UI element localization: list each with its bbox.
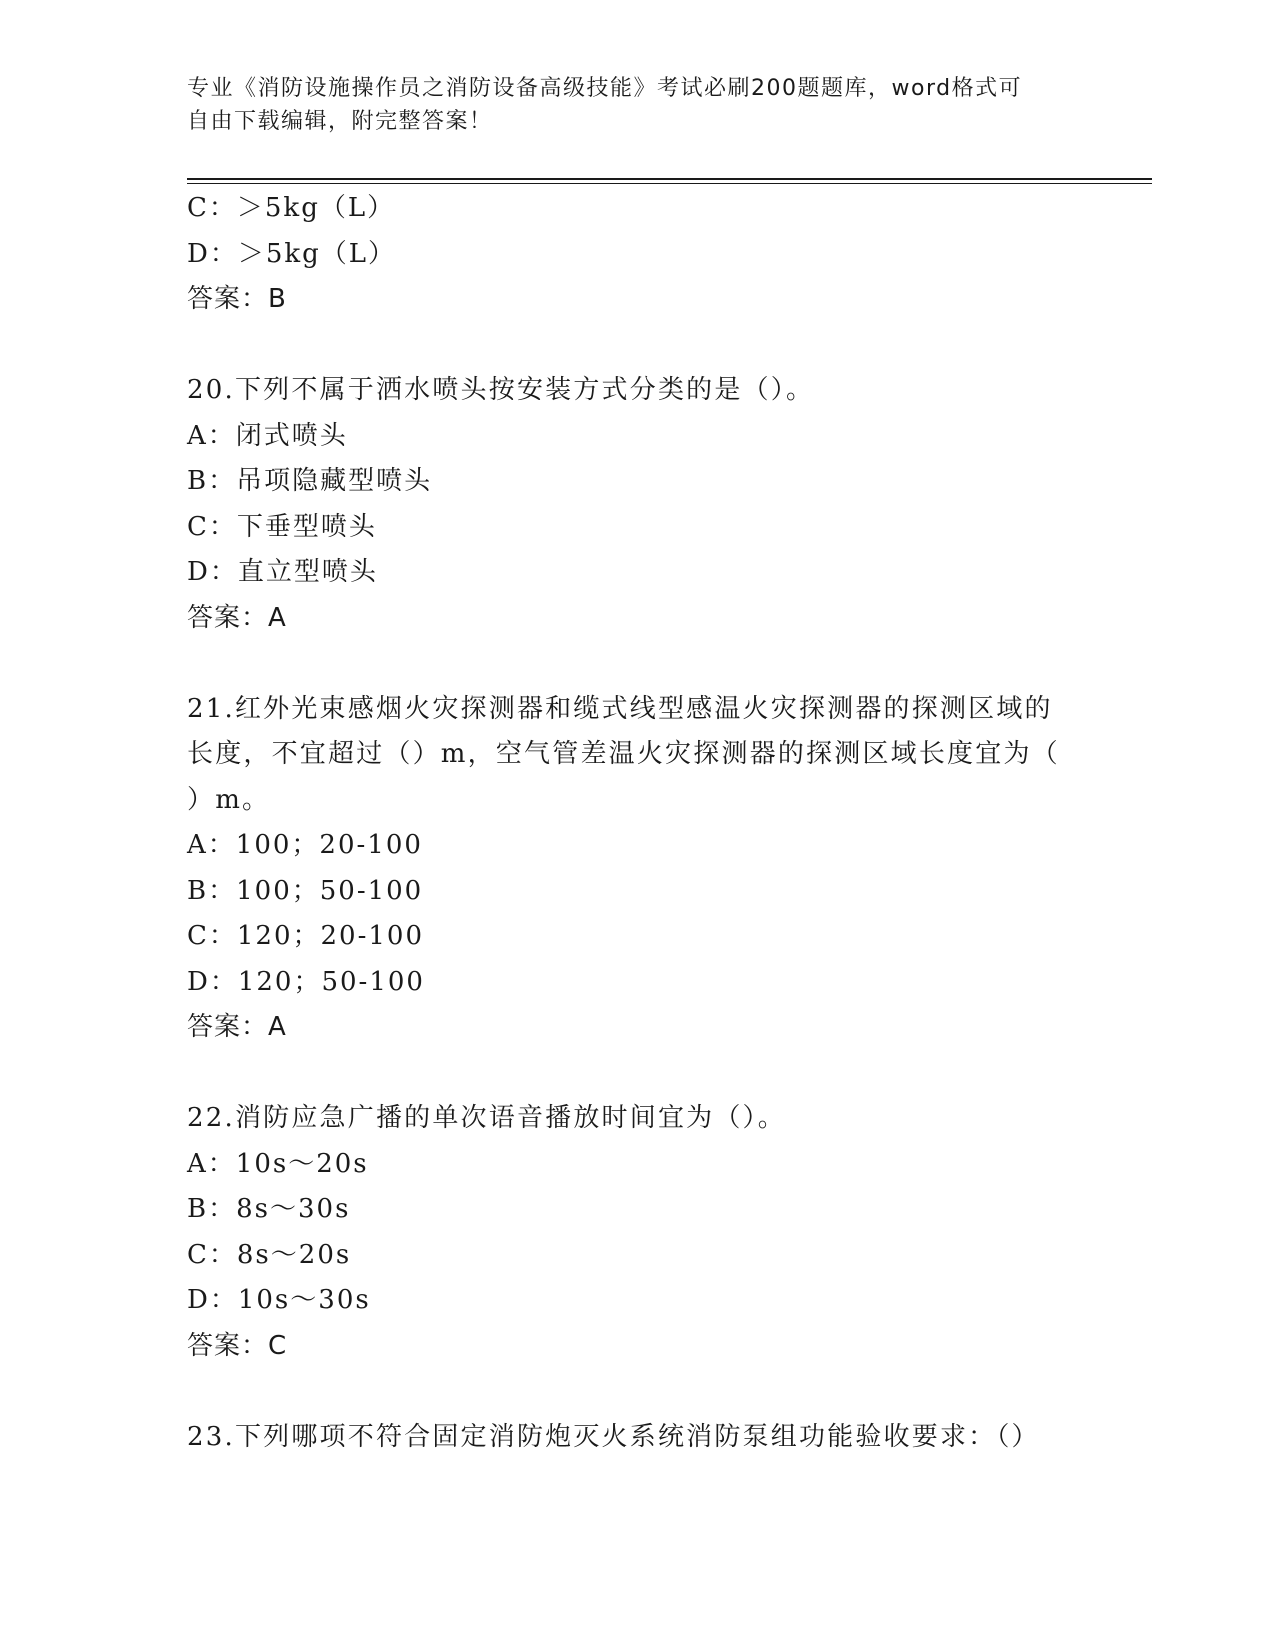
- option-line: D：120；50-100: [187, 966, 425, 997]
- option-line: C：下垂型喷头: [187, 511, 377, 542]
- question-text: 21.红外光束感烟火灾探测器和缆式线型感温火灾探测器的探测区域的: [187, 693, 1053, 724]
- option-line: C：120；20-100: [187, 921, 425, 951]
- option-line: D：直立型喷头: [187, 557, 378, 587]
- question-text: 长度，不宜超过（）m，空气管差温火灾探测器的探测区域长度宜为（: [187, 739, 1060, 769]
- question-block-23: [187, 1415, 1087, 1461]
- option-line: B：吊项隐藏型喷头: [187, 466, 433, 496]
- question-block-20: [187, 368, 1087, 641]
- question-text: 23.下列哪项不符合固定消防炮灭火系统消防泵组功能验收要求：（）: [187, 1421, 1040, 1452]
- option-line: A：10s～20s: [187, 1148, 369, 1179]
- option-line: A：闭式喷头: [187, 420, 348, 451]
- option-line: A：100；20-100: [187, 830, 423, 860]
- answer-line: 答案：B: [187, 284, 287, 314]
- option-line: C：＞5kg（L）: [187, 193, 396, 223]
- option-line: D：＞5kg（L）: [187, 238, 397, 269]
- answer-line: 答案：C: [187, 1330, 288, 1361]
- header-line-1: 专业《消防设施操作员之消防设备高级技能》考试必刷200题题库，word格式可: [187, 76, 1023, 101]
- option-line: C：8s～20s: [187, 1239, 352, 1270]
- option-line: B：8s～30s: [187, 1194, 351, 1224]
- answer-line: 答案：A: [187, 602, 287, 633]
- header-line-2: 自由下载编辑，附完整答案！: [187, 109, 493, 134]
- question-text: 20.下列不属于洒水喷头按安装方式分类的是（）。: [187, 375, 815, 405]
- question-block-22: [187, 1096, 1087, 1369]
- question-text: 22.消防应急广播的单次语音播放时间宜为（）。: [187, 1103, 786, 1133]
- option-line: D：10s～30s: [187, 1285, 371, 1315]
- prev-question-block: [187, 186, 1087, 323]
- question-block-21: [187, 687, 1087, 1051]
- page-header: [187, 72, 1067, 138]
- question-content: [187, 186, 1087, 1460]
- answer-line: 答案：A: [187, 1012, 287, 1042]
- header-divider-thin: [187, 183, 1152, 184]
- question-text: ）m。: [187, 784, 271, 815]
- option-line: B：100；50-100: [187, 875, 424, 906]
- header-divider-thick: [187, 178, 1152, 180]
